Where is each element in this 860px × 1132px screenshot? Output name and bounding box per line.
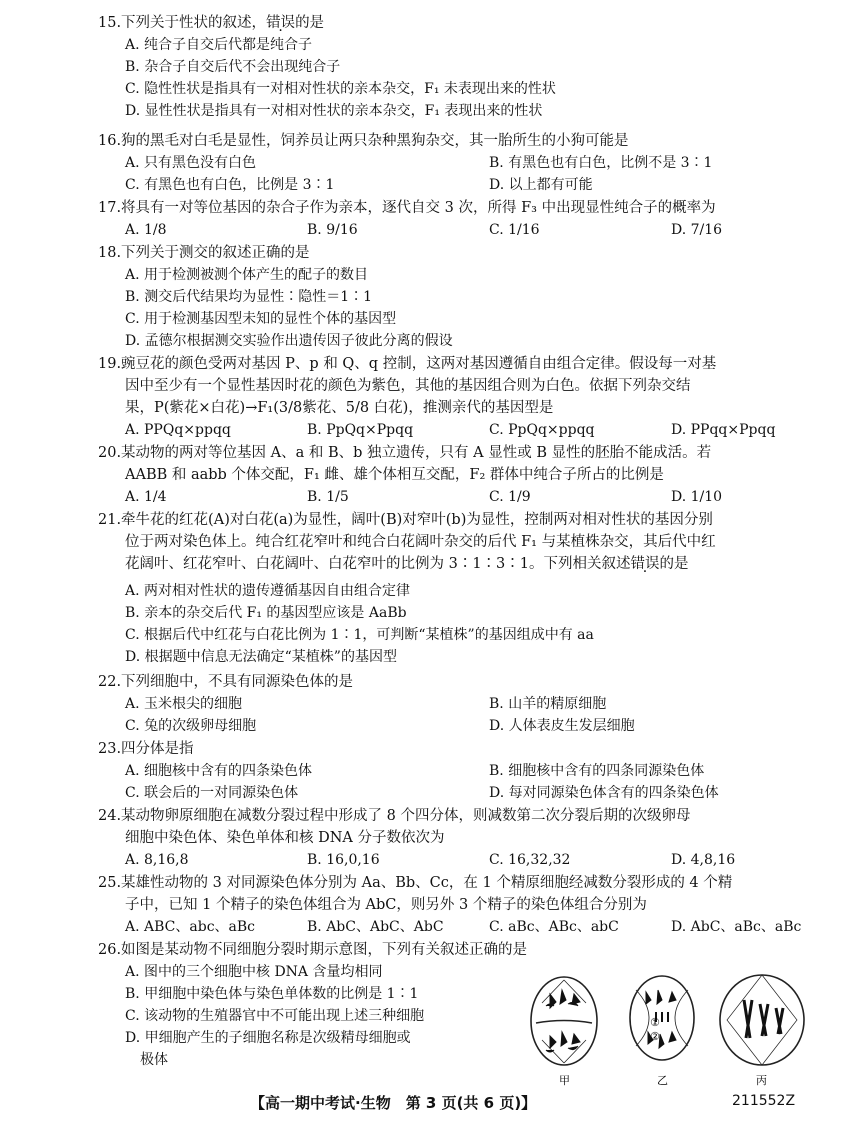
option-d: D. 显性性状是指具有一对相对性状的亲本杂交，F₁ 表现出来的性状	[125, 103, 543, 119]
question-stem: 26.如图是某动物不同细胞分裂时期示意图，下列有关叙述正确的是	[98, 942, 528, 958]
option-b: B. PpQq×Ppqq	[307, 422, 414, 438]
question-stem: 20.某动物的两对等位基因 A、a 和 B、b 独立遗传，只有 A 显性或 B 显性的胚胎不能成活。若	[98, 445, 712, 461]
option-a: A. ABC、abc、aBc	[125, 919, 256, 935]
option-a: A. 图中的三个细胞中核 DNA 含量均相同	[125, 964, 383, 980]
option-a: A. 两对相对性状的遗传遵循基因自由组合定律	[125, 583, 411, 599]
option-b: B. 细胞核中含有的四条同源染色体	[489, 763, 705, 779]
option-c: C. 隐性性状是指具有一对相对性状的亲本杂交，F₁ 未表现出来的性状	[125, 81, 556, 97]
question-22	[98, 671, 818, 737]
option-a: A. 纯合子自交后代都是纯合子	[125, 37, 313, 53]
question-25	[98, 872, 818, 938]
option-d: D. 每对同源染色体含有的四条染色体	[489, 785, 719, 801]
question-stem-continued: 子中，已知 1 个精子的染色体组合为 AbC，则另外 3 个精子的染色体组合分别为	[125, 897, 647, 913]
page-footer	[0, 1092, 860, 1116]
option-d: D. 1/10	[671, 489, 723, 505]
exam-code: 211552Z	[732, 1093, 796, 1109]
option-b: B. 甲细胞中染色体与染色单体数的比例是 1∶1	[125, 986, 419, 1002]
option-a: A. 8,16,8	[125, 852, 189, 868]
option-d: D. 根据题中信息无法确定“某植株”的基因型	[125, 649, 397, 665]
emphasis-text: 错误	[266, 15, 296, 31]
option-c: C. 该动物的生殖器官中不可能出现上述三种细胞	[125, 1008, 425, 1024]
emphasis-text: 错误	[630, 556, 660, 572]
option-c: C. 16,32,32	[489, 852, 571, 868]
question-18	[98, 242, 818, 352]
option-b: B. 测交后代结果均为显性∶隐性＝1∶1	[125, 289, 373, 305]
label-jia: 甲	[559, 1074, 570, 1087]
option-c: C. 有黑色也有白色，比例是 3∶1	[125, 177, 335, 193]
option-b: B. 9/16	[307, 222, 358, 238]
cell-division-figure	[522, 968, 828, 1088]
option-c: C. aBc、ABc、abC	[489, 919, 619, 935]
option-c: C. PpQq×ppqq	[489, 422, 595, 438]
question-15	[98, 12, 818, 122]
question-24	[98, 805, 818, 871]
option-a: A. 只有黑色没有白色	[125, 155, 257, 171]
question-stem-continued: 位于两对染色体上。纯合红花窄叶和纯合白花阔叶杂交的后代 F₁ 与某植株杂交，其后代中红	[125, 534, 716, 550]
question-stem-continued: AABB 和 aabb 个体交配，F₁ 雌、雄个体相互交配，F₂ 群体中纯合子所占的比例是	[125, 467, 664, 483]
option-b: B. 杂合子自交后代不会出现纯合子	[125, 59, 341, 75]
question-23	[98, 738, 818, 804]
question-stem: 17.将具有一对等位基因的杂合子作为亲本，逐代自交 3 次，所得 F₃ 中出现显性纯合子的概率为	[98, 200, 716, 216]
question-stem: 22.下列细胞中，不具有同源染色体的是	[98, 674, 354, 690]
option-b: B. AbC、AbC、AbC	[307, 919, 444, 935]
question-stem: 24.某动物卵原细胞在减数分裂过程中形成了 8 个四分体，则减数第二次分裂后期的次级卵母	[98, 808, 691, 824]
question-26	[98, 939, 528, 1071]
label-bing: 丙	[756, 1074, 767, 1087]
question-stem-continued: 因中至少有一个显性基因时花的颜色为紫色，其他的基因组合则为白色。依据下列杂交结	[125, 378, 691, 394]
option-b: B. 16,0,16	[307, 852, 380, 868]
option-c: C. 根据后代中红花与白花比例为 1∶1，可判断“某植株”的基因组成中有 aa	[125, 627, 594, 643]
question-stem: 21.牵牛花的红花(A)对白花(a)为显性，阔叶(B)对窄叶(b)为显性，控制两对相对性状的基因分别	[98, 512, 713, 528]
question-16	[98, 130, 818, 196]
question-19	[98, 353, 818, 441]
option-d: D. 4,8,16	[671, 852, 736, 868]
question-stem-continued: 花阔叶、红花窄叶、白花阔叶、白花窄叶的比例为 3∶1∶3∶1。下列相关叙述错误的是	[125, 556, 689, 572]
question-17	[98, 197, 818, 241]
question-stem: 25.某雄性动物的 3 对同源染色体分别为 Aa、Bb、Cc，在 1 个精原细胞经减数分裂形成的 4 个精	[98, 875, 733, 891]
option-a: A. 用于检测被测个体产生的配子的数目	[125, 267, 369, 283]
question-20	[98, 442, 818, 508]
option-d-continued: 极体	[140, 1052, 168, 1068]
option-d: D. 甲细胞产生的子细胞名称是次级精母细胞或	[125, 1030, 411, 1046]
question-stem: 15.下列关于性状的叙述，错误的是	[98, 15, 325, 31]
question-stem-continued: 细胞中染色体、染色单体和核 DNA 分子数依次为	[125, 830, 445, 846]
cell-jia	[531, 977, 597, 1065]
option-c: C. 兔的次级卵母细胞	[125, 718, 257, 734]
option-b: B. 山羊的精原细胞	[489, 696, 607, 712]
question-stem-continued: 果，P(紫花×白花)→F₁(3/8紫花、5/8 白花)，推测亲代的基因型是	[125, 400, 554, 416]
footer-title: 【高一期中考试·生物 第 3 页(共 6 页)】	[250, 1094, 537, 1112]
option-c: C. 1/9	[489, 489, 531, 505]
option-b: B. 亲本的杂交后代 F₁ 的基因型应该是 AaBb	[125, 605, 407, 621]
question-stem: 19.豌豆花的颜色受两对基因 P、p 和 Q、q 控制，这两对基因遵循自由组合定律。假设每一对基	[98, 356, 717, 372]
marker-1: ①	[650, 1016, 660, 1029]
option-a: A. 细胞核中含有的四条染色体	[125, 763, 313, 779]
question-stem: 16.狗的黑毛对白毛是显性，饲养员让两只杂种黑狗杂交，其一胎所生的小狗可能是	[98, 133, 629, 149]
option-d: D. 孟德尔根据测交实验作出遗传因子彼此分离的假设	[125, 333, 453, 349]
option-d: D. AbC、aBc、aBc	[671, 919, 802, 935]
option-a: A. 玉米根尖的细胞	[125, 696, 243, 712]
option-b: B. 1/5	[307, 489, 349, 505]
option-a: A. PPQq×ppqq	[125, 422, 231, 438]
option-c: C. 用于检测基因型未知的显性个体的基因型	[125, 311, 397, 327]
question-21	[98, 509, 818, 668]
option-c: C. 1/16	[489, 222, 540, 238]
option-c: C. 联会后的一对同源染色体	[125, 785, 299, 801]
option-d: D. PPqq×Ppqq	[671, 422, 776, 438]
option-a: A. 1/4	[125, 489, 167, 505]
option-b: B. 有黑色也有白色，比例不是 3∶1	[489, 155, 713, 171]
option-d: D. 人体表皮生发层细胞	[489, 718, 635, 734]
label-yi: 乙	[657, 1074, 668, 1087]
marker-2: ②	[650, 1030, 660, 1043]
option-d: D. 7/16	[671, 222, 723, 238]
option-d: D. 以上都有可能	[489, 177, 593, 193]
question-stem: 18.下列关于测交的叙述正确的是	[98, 245, 310, 261]
question-stem: 23.四分体是指	[98, 741, 194, 757]
option-a: A. 1/8	[125, 222, 167, 238]
cell-division-diagram	[522, 968, 828, 1088]
